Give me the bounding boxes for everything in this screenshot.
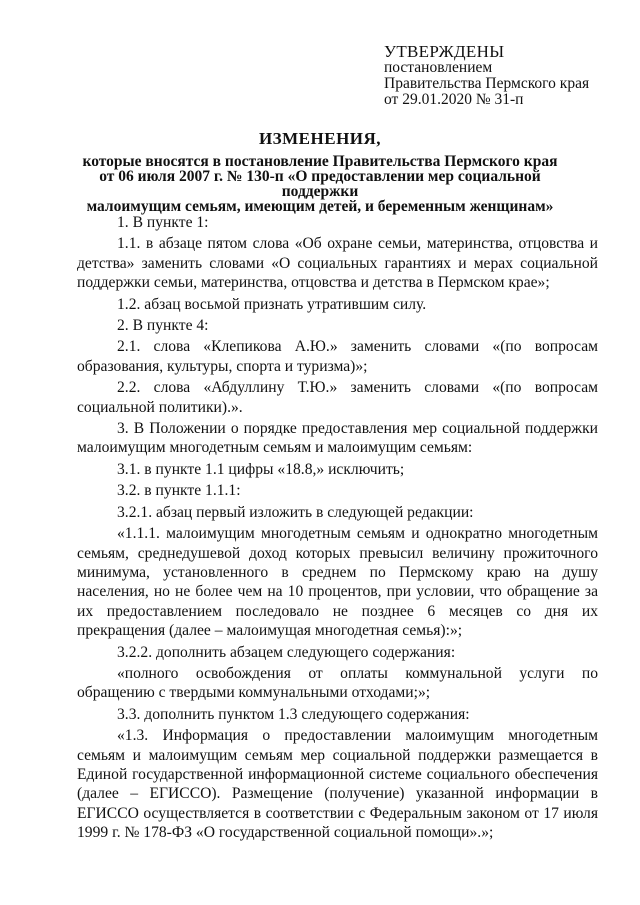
title-subtitle-line: малоимущим семьям, имеющим детей, и беременным женщинам» (86, 198, 554, 215)
approval-heading: УТВЕРЖДЕНЫ (384, 42, 505, 61)
title-subtitle-line: от 06 июля 2007 г. № 130-п «О предоставлении мер социальной поддержки (99, 168, 541, 200)
paragraph: 3.2.2. дополнить абзацем следующего содержания: (117, 643, 456, 661)
paragraph: 1.1. в абзаце пятом слова «Об охране семьи, материнства, отцовства и детства» заменить словами «О социальных гарантиях и мерах социальной поддержки семьи, материнства, отцовства и детства в Пермском крае»; (77, 235, 598, 292)
document-title (60, 128, 580, 214)
title-subtitle (60, 154, 580, 214)
paragraph: 2. В пункте 4: (117, 317, 209, 335)
approval-line: Правительства Пермского края (384, 75, 590, 92)
document-body (77, 213, 598, 843)
paragraph: 2.1. слова «Клепикова А.Ю.» заменить словами «(по вопросам образования, культуры, спорта и туризма)»; (77, 338, 598, 375)
paragraph: «1.1.1. малоимущим многодетным семьям и однократно многодетным семьям, среднедушевой доход которых превысил величину прожиточного минимума, установленного в среднем по Пермскому краю на душу населения, но не более чем на 10 процентов, при условии, что обращение за их предоставлением последовало не позднее 6 месяцев со дня их прекращения (далее – малоимущая многодетная семья):»; (77, 525, 598, 640)
paragraph: «полного освобождения от оплаты коммунальной услуги по обращению с твердыми коммунальными отходами;»; (77, 664, 598, 702)
paragraph: 3. В Положении о порядке предоставления мер социальной поддержки малоимущим многодетным семьям и малоимущим семьям: (77, 420, 598, 457)
approval-stamp (384, 44, 634, 108)
paragraph: 3.1. в пункте 1.1 цифры «18.8,» исключить; (117, 460, 405, 478)
approval-line: постановлением (384, 59, 493, 76)
paragraph: 2.2. слова «Абдуллину Т.Ю.» заменить словами «(по вопросам социальной политики).». (77, 379, 598, 416)
approval-date-line: от 29.01.2020 № 31-п (384, 91, 524, 108)
paragraph: 1.2. абзац восьмой признать утратившим силу. (117, 295, 427, 313)
paragraph: 3.2.1. абзац первый изложить в следующей редакции: (117, 503, 474, 521)
paragraph: «1.3. Информация о предоставлении малоимущим многодетным семьям и малоимущим семьям мер социальной поддержки размещается в Единой государственной информационной системе социального обеспечения (далее – ЕГИССО). Размещение (получение) указанной информации в ЕГИССО осуществляется в соответствии с Федеральным законом от 17 июля 1999 г. № 178-ФЗ «О государственной социальной помощи».»; (77, 727, 598, 842)
paragraph: 3.2. в пункте 1.1.1: (117, 482, 241, 500)
paragraph: 3.3. дополнить пунктом 1.3 следующего содержания: (117, 705, 470, 723)
paragraph: 1. В пункте 1: (117, 214, 209, 231)
title-main: ИЗМЕНЕНИЯ, (258, 129, 382, 148)
title-subtitle-line: которые вносятся в постановление Правительства Пермского края (82, 153, 558, 170)
